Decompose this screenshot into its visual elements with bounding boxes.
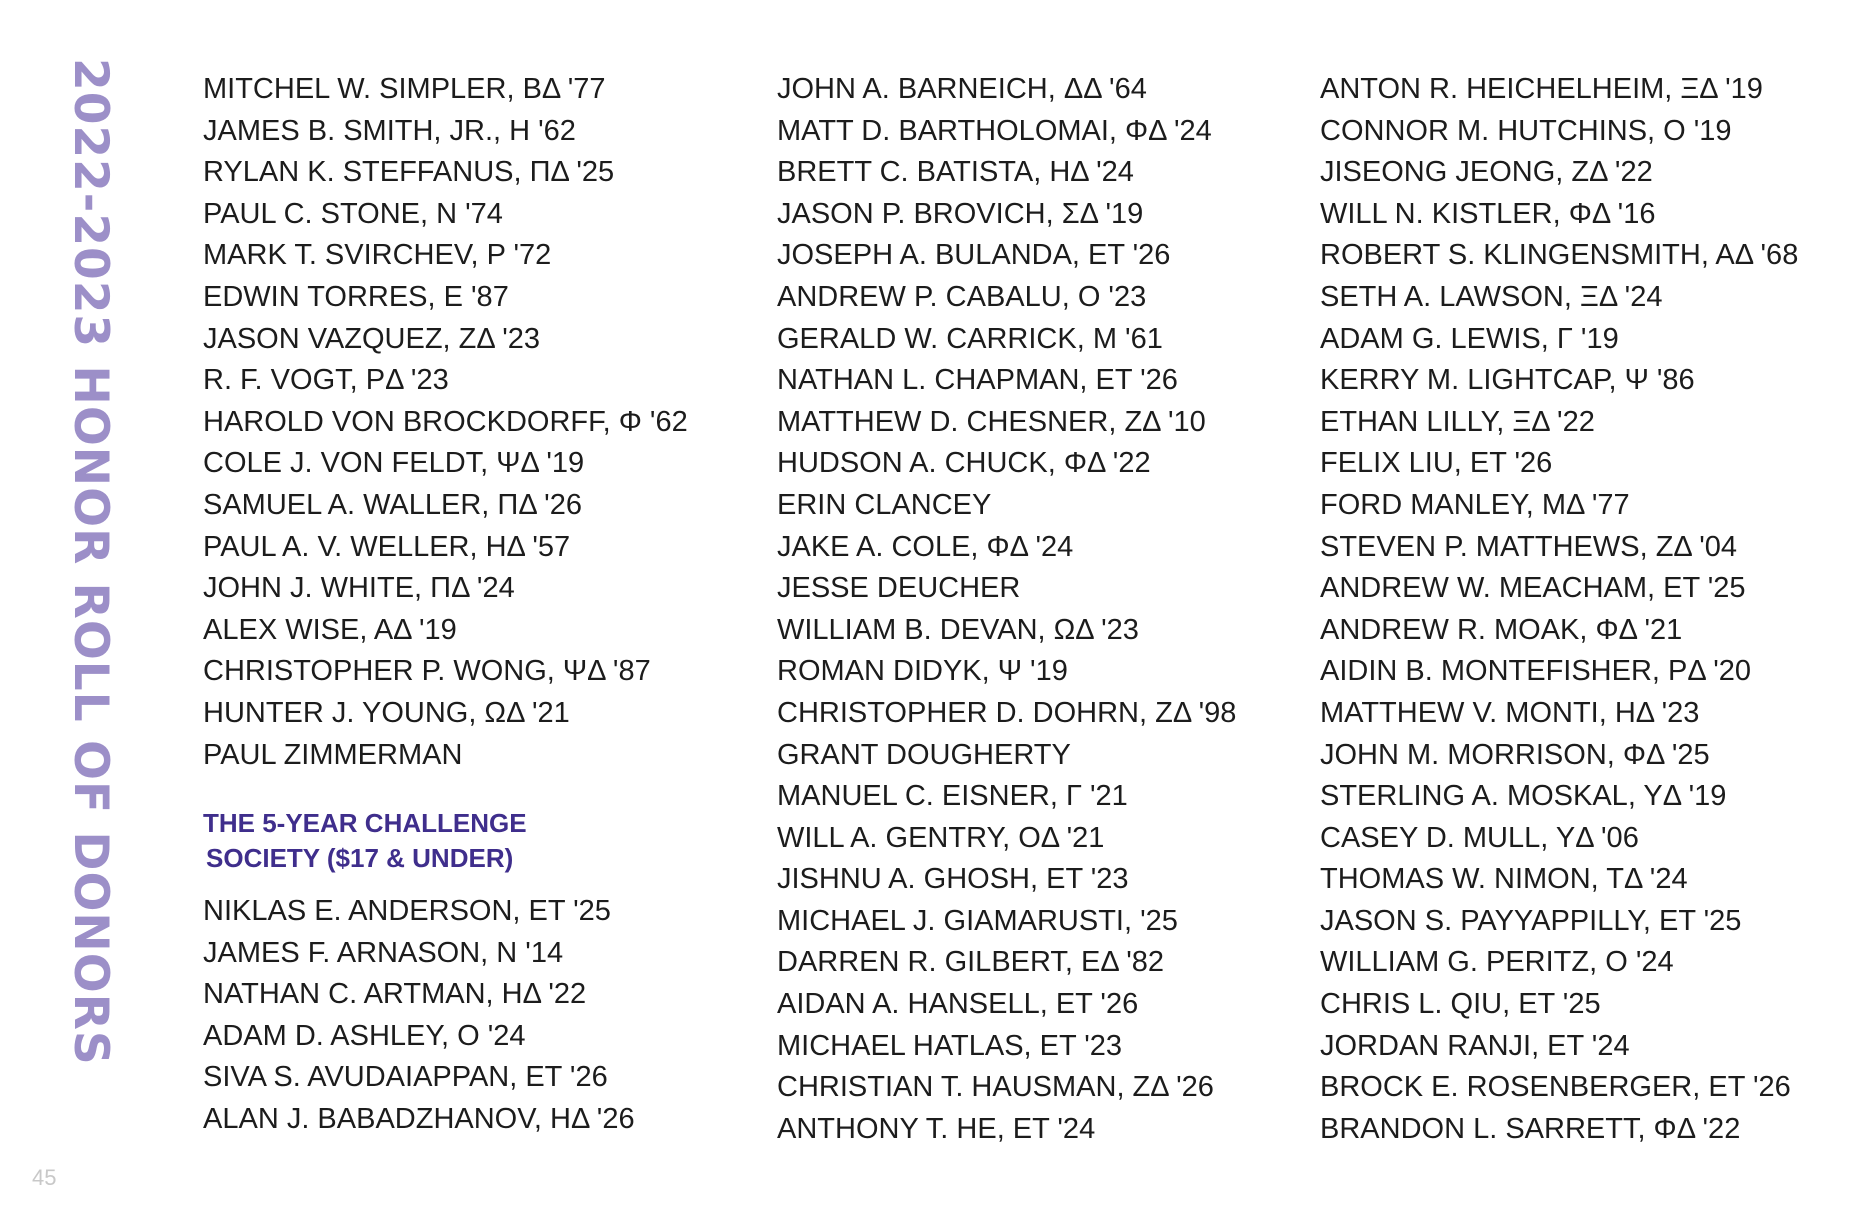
donor-name: HUNTER J. YOUNG, ΩΔ '21 — [203, 696, 570, 729]
donor-name: EDWIN TORRES, E '87 — [203, 280, 509, 313]
donor-name: ANDREW R. MOAK, ΦΔ '21 — [1320, 613, 1683, 646]
donor-name: CHRIS L. QIU, ET '25 — [1320, 988, 1601, 1021]
donor-name: FORD MANLEY, MΔ '77 — [1320, 488, 1630, 521]
donor-name: JAMES F. ARNASON, N '14 — [203, 936, 564, 969]
donor-name: JAKE A. COLE, ΦΔ '24 — [777, 530, 1074, 563]
donor-name: THOMAS W. NIMON, TΔ '24 — [1320, 863, 1688, 896]
donor-name: WILLIAM G. PERITZ, O '24 — [1320, 946, 1674, 979]
section-heading — [203, 806, 703, 876]
donor-column-3 — [1320, 69, 1798, 1150]
donor-name: ROMAN DIDYK, Ψ '19 — [777, 655, 1068, 688]
donor-name: PAUL C. STONE, N '74 — [203, 197, 503, 230]
donor-column-1-bottom — [203, 891, 635, 1141]
section-heading-line-1: THE 5-YEAR CHALLENGE — [203, 808, 527, 838]
donor-name: ANDREW W. MEACHAM, ET '25 — [1320, 572, 1746, 605]
section-heading-line-2: SOCIETY ($17 & UNDER) — [206, 843, 514, 873]
donor-name: RYLAN K. STEFFANUS, ΠΔ '25 — [203, 156, 615, 189]
page-side-title: 2022-2023 HONOR ROLL OF DONORS — [63, 58, 118, 1066]
donor-name: JAMES B. SMITH, JR., H '62 — [203, 114, 576, 147]
donor-name: MITCHEL W. SIMPLER, BΔ '77 — [203, 73, 606, 105]
donor-name: STEVEN P. MATTHEWS, ZΔ '04 — [1320, 530, 1738, 563]
donor-name: GRANT DOUGHERTY — [777, 738, 1071, 771]
donor-name: WILL N. KISTLER, ΦΔ '16 — [1320, 197, 1656, 230]
donor-name: JESSE DEUCHER — [777, 572, 1021, 605]
donor-name: JASON S. PAYYAPPILLY, ET '25 — [1320, 904, 1742, 937]
donor-name: HAROLD VON BROCKDORFF, Φ '62 — [203, 405, 688, 438]
donor-name: NATHAN C. ARTMAN, HΔ '22 — [203, 978, 587, 1011]
donor-name: JASON P. BROVICH, ΣΔ '19 — [777, 197, 1144, 230]
donor-name: CHRISTIAN T. HAUSMAN, ZΔ '26 — [777, 1071, 1214, 1104]
donor-column-2 — [777, 69, 1236, 1150]
donor-name: AIDIN B. MONTEFISHER, PΔ '20 — [1320, 655, 1751, 688]
donor-name: MANUEL C. EISNER, Γ '21 — [777, 780, 1128, 813]
donor-name: ANDREW P. CABALU, O '23 — [777, 280, 1147, 313]
donor-name: JISHNU A. GHOSH, ET '23 — [777, 863, 1129, 896]
donor-name: GERALD W. CARRICK, M '61 — [777, 322, 1163, 355]
donor-name: WILLIAM B. DEVAN, ΩΔ '23 — [777, 613, 1139, 646]
donor-name: NATHAN L. CHAPMAN, ET '26 — [777, 364, 1178, 397]
donor-name: JASON VAZQUEZ, ZΔ '23 — [203, 322, 540, 355]
donor-name: MICHAEL HATLAS, ET '23 — [777, 1029, 1123, 1062]
donor-name: ANTHONY T. HE, ET '24 — [777, 1112, 1096, 1145]
donor-name: ERIN CLANCEY — [777, 488, 992, 521]
donor-name: BRETT C. BATISTA, HΔ '24 — [777, 156, 1134, 189]
donor-name: FELIX LIU, ET '26 — [1320, 447, 1553, 480]
donor-name: ALEX WISE, AΔ '19 — [203, 613, 457, 646]
donor-name: JOHN M. MORRISON, ΦΔ '25 — [1320, 738, 1710, 771]
donor-name: CHRISTOPHER P. WONG, ΨΔ '87 — [203, 655, 651, 688]
donor-name: CASEY D. MULL, YΔ '06 — [1320, 821, 1639, 854]
challenge-society-section — [203, 806, 703, 876]
donor-name: SIVA S. AVUDAIAPPAN, ET '26 — [203, 1061, 608, 1094]
donor-name: ADAM D. ASHLEY, O '24 — [203, 1019, 526, 1052]
donor-name: PAUL A. V. WELLER, HΔ '57 — [203, 530, 571, 563]
donor-name: WILL A. GENTRY, OΔ '21 — [777, 821, 1105, 854]
donor-name: PAUL ZIMMERMAN — [203, 738, 463, 771]
donor-name: MARK T. SVIRCHEV, P '72 — [203, 239, 552, 272]
donor-name: DARREN R. GILBERT, EΔ '82 — [777, 946, 1164, 979]
donor-name: STERLING A. MOSKAL, YΔ '19 — [1320, 780, 1727, 813]
donor-name: ALAN J. BABADZHANOV, HΔ '26 — [203, 1102, 635, 1135]
donor-name: ROBERT S. KLINGENSMITH, AΔ '68 — [1320, 239, 1799, 272]
donor-name: CONNOR M. HUTCHINS, O '19 — [1320, 114, 1732, 147]
page-number: 45 — [32, 1165, 57, 1190]
donor-column-1-top — [203, 69, 688, 776]
donor-name: JOHN A. BARNEICH, ΔΔ '64 — [777, 73, 1147, 105]
donor-name: CHRISTOPHER D. DOHRN, ZΔ '98 — [777, 696, 1237, 729]
donor-name: COLE J. VON FELDT, ΨΔ '19 — [203, 447, 585, 480]
donor-name: ANTON R. HEICHELHEIM, ΞΔ '19 — [1320, 73, 1763, 105]
donor-name: SETH A. LAWSON, ΞΔ '24 — [1320, 280, 1663, 313]
donor-name: JOHN J. WHITE, ΠΔ '24 — [203, 572, 515, 605]
donor-name: HUDSON A. CHUCK, ΦΔ '22 — [777, 447, 1151, 480]
donor-name: MATTHEW V. MONTI, HΔ '23 — [1320, 696, 1700, 729]
donor-name: JORDAN RANJI, ET '24 — [1320, 1029, 1630, 1062]
donor-name: ETHAN LILLY, ΞΔ '22 — [1320, 405, 1595, 438]
donor-name: MICHAEL J. GIAMARUSTI, '25 — [777, 904, 1178, 937]
donor-name: BROCK E. ROSENBERGER, ET '26 — [1320, 1071, 1791, 1104]
donor-name: BRANDON L. SARRETT, ΦΔ '22 — [1320, 1112, 1741, 1145]
donor-name: JISEONG JEONG, ZΔ '22 — [1320, 156, 1653, 189]
donor-name: AIDAN A. HANSELL, ET '26 — [777, 988, 1139, 1021]
donor-name: MATTHEW D. CHESNER, ZΔ '10 — [777, 405, 1206, 438]
donor-name: NIKLAS E. ANDERSON, ET '25 — [203, 895, 611, 927]
donor-name: KERRY M. LIGHTCAP, Ψ '86 — [1320, 364, 1695, 397]
donor-name: ADAM G. LEWIS, Γ '19 — [1320, 322, 1619, 355]
donor-name: SAMUEL A. WALLER, ΠΔ '26 — [203, 488, 582, 521]
donor-name: JOSEPH A. BULANDA, ET '26 — [777, 239, 1171, 272]
donor-name: R. F. VOGT, PΔ '23 — [203, 364, 449, 397]
donor-name: MATT D. BARTHOLOMAI, ΦΔ '24 — [777, 114, 1212, 147]
